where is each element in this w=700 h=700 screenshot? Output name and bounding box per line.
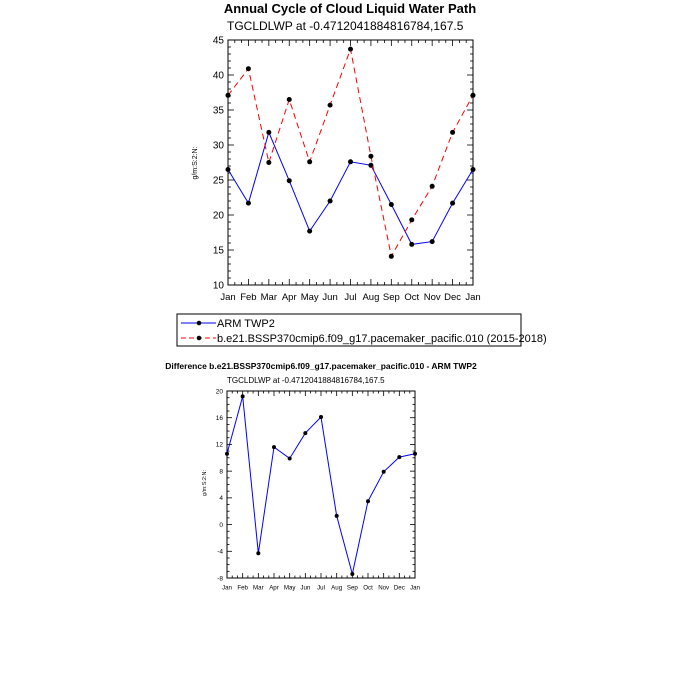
chart2-ylabel: g/m:S:2:N:	[202, 470, 208, 496]
y-tick-label: 20	[212, 210, 224, 222]
x-tick-label: Oct	[363, 584, 373, 592]
chart1-ylabel: g/m:S:2:N:	[192, 146, 199, 180]
data-point	[350, 572, 354, 576]
x-tick-label: Oct	[404, 292, 420, 303]
data-point	[389, 254, 394, 259]
y-tick-label: -4	[217, 548, 223, 556]
data-point	[430, 239, 435, 244]
data-point	[328, 199, 333, 204]
data-point	[307, 229, 312, 234]
x-tick-label: Jan	[410, 584, 420, 592]
x-tick-label: May	[300, 292, 319, 303]
y-tick-label: 16	[215, 414, 223, 422]
chart2-subtitle: TGCLDLWP at -0.4712041884816784,167.5	[227, 376, 385, 385]
x-tick-label: Sep	[346, 584, 358, 592]
chart2-series	[225, 394, 417, 576]
x-tick-label: Mar	[260, 292, 278, 303]
data-point	[471, 167, 476, 172]
y-tick-label: 40	[212, 70, 224, 82]
data-point	[266, 130, 271, 135]
chart1-legend	[177, 314, 547, 346]
x-tick-label: Dec	[444, 292, 462, 303]
data-point	[287, 97, 292, 102]
x-tick-label: Jun	[300, 584, 311, 592]
data-point	[307, 159, 312, 164]
x-tick-label: Mar	[253, 584, 264, 592]
series-line-0	[228, 132, 473, 244]
x-tick-label: Aug	[362, 292, 380, 303]
x-tick-label: Aug	[331, 584, 343, 592]
y-tick-label: 30	[212, 140, 224, 152]
difference-chart	[165, 361, 477, 592]
data-point	[288, 456, 292, 460]
data-point	[366, 499, 370, 503]
chart2-axes	[216, 388, 421, 591]
y-tick-label: 25	[212, 175, 224, 187]
data-point	[413, 452, 417, 456]
y-tick-label: 45	[212, 35, 224, 47]
chart1-series	[226, 47, 476, 259]
x-tick-label: Nov	[378, 584, 390, 592]
y-tick-label: 10	[212, 280, 224, 292]
data-point	[226, 167, 231, 172]
data-point	[471, 93, 476, 98]
x-tick-label: May	[283, 584, 296, 592]
x-tick-label: Jul	[344, 292, 357, 303]
data-point	[287, 178, 292, 183]
data-point	[409, 217, 414, 222]
y-tick-label: 12	[215, 441, 223, 449]
legend-marker-arm	[197, 321, 202, 326]
y-tick-label: 0	[219, 521, 223, 529]
data-point	[335, 514, 339, 518]
data-point	[256, 551, 260, 555]
x-tick-label: Jan	[220, 292, 236, 303]
x-tick-label: Jun	[322, 292, 338, 303]
legend-label-model: b.e21.BSSP370cmip6.f09_g17.pacemaker_pacific.010 (2015-2018)	[217, 333, 547, 345]
y-tick-label: 15	[212, 245, 224, 257]
data-point	[225, 452, 229, 456]
x-tick-label: Apr	[281, 292, 297, 303]
data-point	[241, 394, 245, 398]
data-point	[226, 93, 231, 98]
y-tick-label: 20	[215, 388, 223, 396]
y-tick-label: 4	[219, 495, 223, 503]
data-point	[348, 159, 353, 164]
x-tick-label: Jan	[222, 584, 232, 592]
data-point	[389, 202, 394, 207]
data-point	[348, 47, 353, 52]
series-line-1	[228, 49, 473, 256]
y-tick-label: -8	[217, 575, 223, 583]
legend-label-arm: ARM TWP2	[217, 318, 275, 330]
chart1-subtitle: TGCLDLWP at -0.4712041884816784,167.5	[227, 19, 464, 33]
series-line-0	[227, 396, 415, 574]
legend-marker-model	[197, 336, 202, 341]
data-point	[303, 431, 307, 435]
data-point	[382, 470, 386, 474]
data-point	[368, 154, 373, 159]
data-point	[319, 415, 323, 419]
data-point	[397, 455, 401, 459]
data-point	[409, 242, 414, 247]
data-point	[266, 160, 271, 165]
data-point	[246, 66, 251, 71]
x-tick-label: Jan	[465, 292, 481, 303]
y-tick-label: 35	[212, 105, 224, 117]
x-tick-label: Nov	[423, 292, 441, 303]
x-tick-label: Jul	[317, 584, 325, 592]
x-tick-label: Apr	[269, 584, 279, 592]
x-tick-label: Sep	[382, 292, 400, 303]
y-tick-label: 8	[219, 468, 223, 476]
chart2-title: Difference b.e21.BSSP370cmip6.f09_g17.pacemaker_pacific.010 - ARM TWP2	[165, 361, 477, 371]
annual-cycle-chart	[192, 1, 481, 303]
data-point	[450, 201, 455, 206]
data-point	[430, 184, 435, 189]
data-point	[246, 201, 251, 206]
x-tick-label: Feb	[237, 584, 248, 592]
data-point	[328, 103, 333, 108]
chart1-title: Annual Cycle of Cloud Liquid Water Path	[223, 1, 477, 16]
x-tick-label: Feb	[240, 292, 257, 303]
data-point	[450, 130, 455, 135]
x-tick-label: Dec	[393, 584, 405, 592]
data-point	[272, 445, 276, 449]
